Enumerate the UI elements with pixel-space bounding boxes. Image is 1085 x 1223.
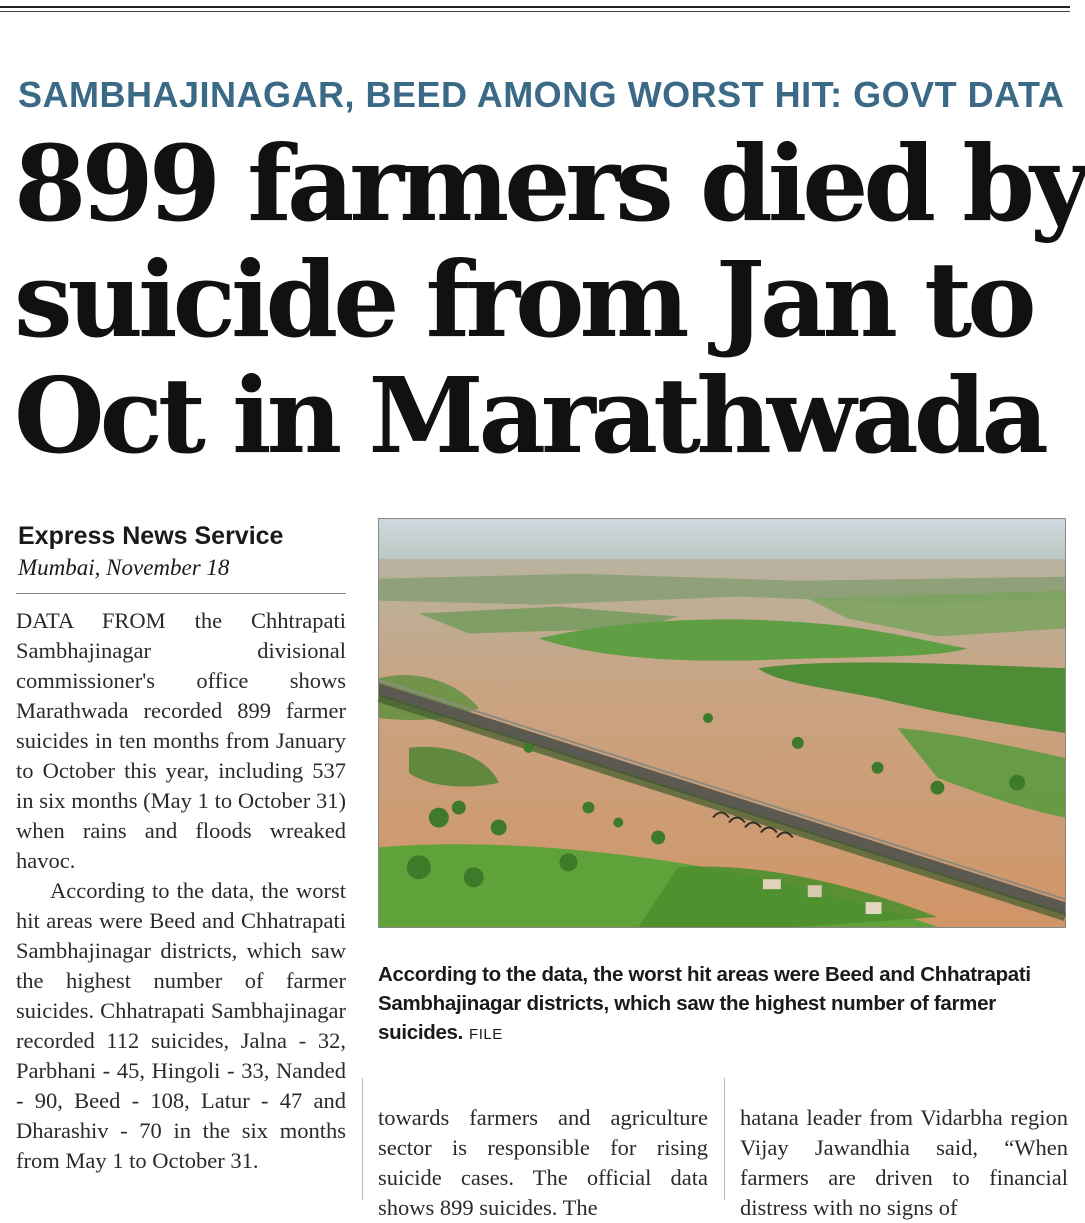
article-column-2 (378, 1080, 708, 1220)
photo-credit: FILE (469, 1026, 503, 1043)
aerial-flood-photo (378, 518, 1066, 928)
headline (14, 122, 1085, 477)
article-paragraph-1: DATA FROM the Chhtrapati Sambhajinagar divisional commissioner's office shows Marathwada recorded 899 farmer suicides in ten months from January to October this year, including 537 in six months (May 1 to October 31) when rains and floods wreaked havoc. (16, 608, 346, 873)
column-divider-1 (362, 1078, 363, 1200)
byline-divider (16, 593, 346, 594)
article-column-2-text: towards farmers and agriculture sector is responsible for rising suicide cases. The official data shows 899 suicides. The (378, 1104, 708, 1220)
photo-caption (378, 960, 1068, 1049)
caption-text: According to the data, the worst hit areas were Beed and Chhatrapati Sambhajinagar districts, which saw the highest number of farmer suicides. (378, 963, 1031, 1044)
article-column-1 (16, 606, 346, 1200)
article-column-3-text: hatana leader from Vidarbha region Vijay Jawandhia said, “When farmers are driven to financial distress with no signs of (740, 1104, 1068, 1220)
headline-line-2: suicide from Jan to (14, 238, 1032, 361)
byline: Express News Service (18, 522, 284, 550)
dateline: Mumbai, November 18 (18, 555, 230, 580)
top-rule (0, 6, 1070, 8)
flood-photo-illustration (379, 519, 1065, 927)
column-divider-2 (724, 1078, 725, 1200)
top-rule-thin (0, 11, 1070, 12)
kicker: SAMBHAJINAGAR, BEED AMONG WORST HIT: GOVT DATA (18, 74, 1065, 115)
headline-line-3: Oct in Marathwada (14, 354, 1044, 477)
article-column-3 (740, 1080, 1068, 1220)
headline-line-1: 899 farmers died by (14, 122, 1085, 245)
article-paragraph-2: According to the data, the worst hit areas were Beed and Chhatrapati Sambhajinagar districts, which saw the highest number of farmer suicides. Chhatrapati Sambhajinagar recorded 112 suicides, Jalna - 32, Parbhani - 45, Hingoli - 33, Nanded - 90, Beed - 108, Latur - 47 and Dharashiv - 70 in the six months from May 1 to October 31. (16, 878, 346, 1173)
